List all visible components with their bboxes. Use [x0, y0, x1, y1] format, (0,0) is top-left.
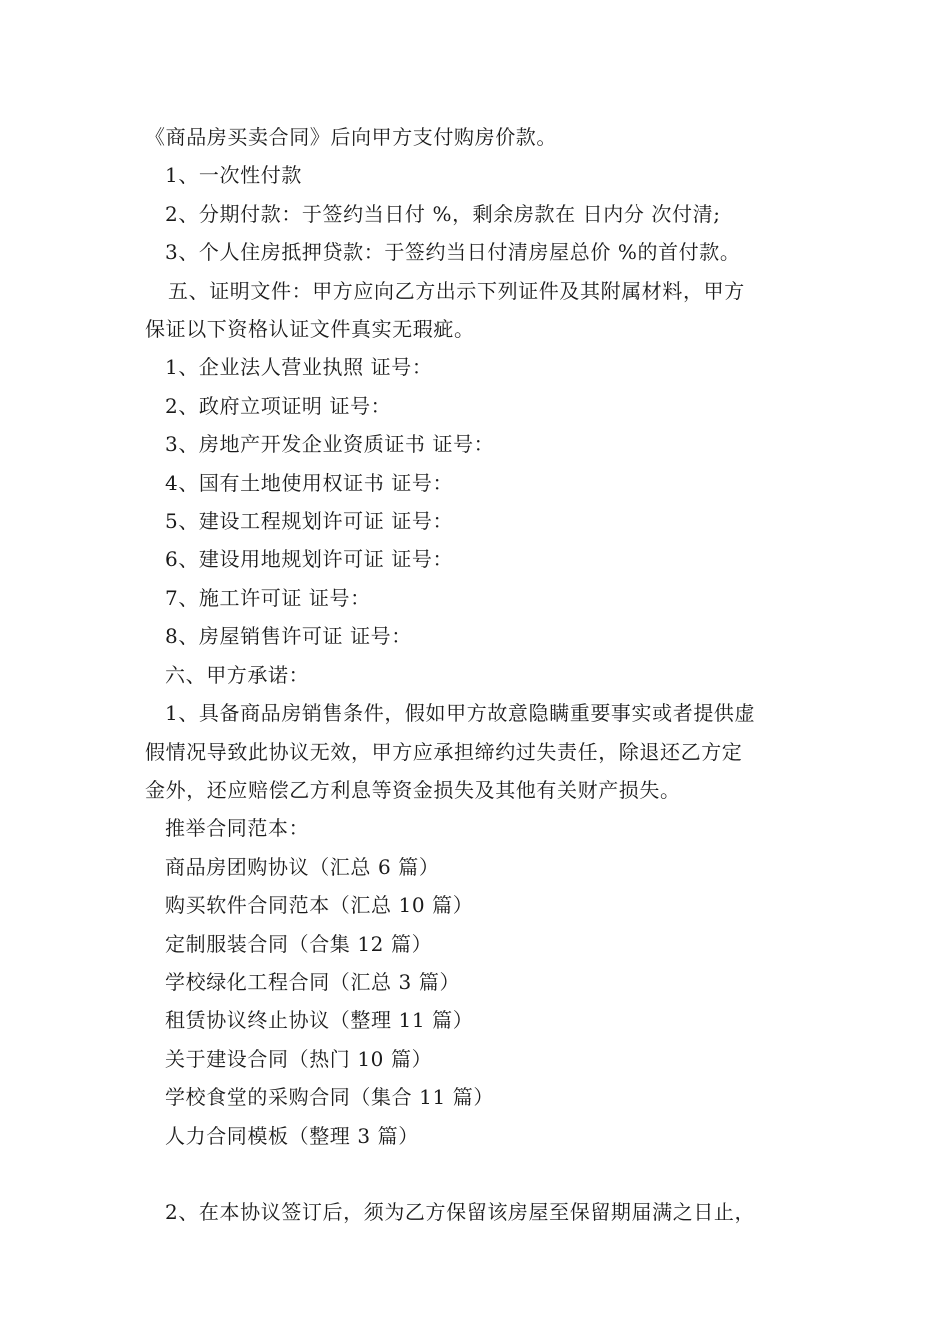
section-5-heading: 五、证明文件：甲方应向乙方出示下列证件及其附属材料，甲方: [168, 278, 745, 303]
recommended-template-link[interactable]: 人力合同模板（整理 3 篇）: [165, 1123, 419, 1148]
recommended-template-link[interactable]: 关于建设合同（热门 10 篇）: [165, 1046, 433, 1071]
recommended-template-link[interactable]: 购买软件合同范本（汇总 10 篇）: [165, 893, 474, 918]
commitment-item-1: 1、具备商品房销售条件，假如甲方故意隐瞒重要事实或者提供虚: [165, 701, 756, 726]
commitment-item-1-line-3: 金外，还应赔偿乙方利息等资金损失及其他有关财产损失。: [145, 777, 681, 802]
section-6-heading: 六、甲方承诺：: [165, 662, 310, 687]
recommended-template-link[interactable]: 定制服装合同（合集 12 篇）: [165, 931, 433, 956]
recommended-template-link[interactable]: 租赁协议终止协议（整理 11 篇）: [165, 1008, 474, 1033]
payment-option-3: 3、个人住房抵押贷款：于签约当日付清房屋总价 %的首付款。: [165, 240, 741, 265]
certificate-item-5: 5、建设工程规划许可证 证号：: [165, 509, 454, 534]
certificate-item-8: 8、房屋销售许可证 证号：: [165, 624, 412, 649]
blank-line: [145, 1155, 815, 1193]
section-5-continuation: 保证以下资格认证文件真实无瑕疵。: [145, 317, 475, 342]
recommended-templates-heading: 推举合同范本：: [165, 816, 310, 841]
recommended-template-link[interactable]: 商品房团购协议（汇总 6 篇）: [165, 854, 440, 879]
payment-option-2: 2、分期付款：于签约当日付 %，剩余房款在 日内分 次付清;: [165, 201, 721, 226]
paragraph-continuation: 《商品房买卖合同》后向甲方支付购房价款。: [145, 125, 557, 149]
recommended-template-link[interactable]: 学校绿化工程合同（汇总 3 篇）: [165, 969, 461, 994]
certificate-item-6: 6、建设用地规划许可证 证号：: [165, 547, 454, 572]
certificate-item-3: 3、房地产开发企业资质证书 证号：: [165, 432, 495, 457]
certificate-item-1: 1、企业法人营业执照 证号：: [165, 355, 433, 380]
certificate-item-4: 4、国有土地使用权证书 证号：: [165, 470, 454, 495]
certificate-item-2: 2、政府立项证明 证号：: [165, 393, 392, 418]
commitment-item-2: 2、在本协议签订后，须为乙方保留该房屋至保留期届满之日止，: [165, 1200, 756, 1225]
commitment-item-1-line-2: 假情况导致此协议无效，甲方应承担缔约过失责任，除退还乙方定: [145, 739, 743, 764]
certificate-item-7: 7、施工许可证 证号：: [165, 585, 371, 610]
payment-option-1: 1、一次性付款: [165, 163, 302, 188]
recommended-template-link[interactable]: 学校食堂的采购合同（集合 11 篇）: [165, 1085, 494, 1110]
document-body: [145, 118, 815, 1232]
